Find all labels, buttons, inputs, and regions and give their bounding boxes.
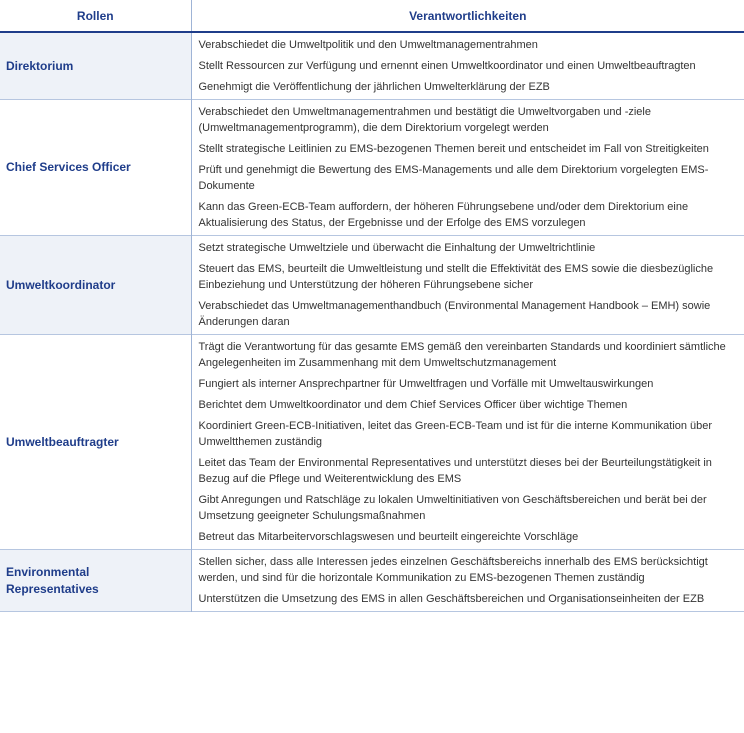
- roles-column-header: Rollen: [0, 0, 191, 32]
- responsibility-item: Unterstützen die Umsetzung des EMS in allen Geschäftsbereichen und Organisationseinheiten der EZB: [198, 593, 705, 605]
- responsibility-item: Verabschiedet den Umweltmanagementrahmen und bestätigt die Umweltvorgaben und -ziele (Umweltmanagementprogramm), die dem Direktorium vorgelegt werden: [198, 106, 651, 134]
- responsibility-item: Prüft und genehmigt die Bewertung des EMS-Managements und alle dem Direktorium vorgelegten EMS-Dokumente: [198, 164, 709, 192]
- role-name: Umweltbeauftragter: [0, 335, 191, 550]
- responsibility-item: Steuert das EMS, beurteilt die Umweltleistung und stellt die Effektivität des EMS sowie die diesbezügliche Einbeziehung und Unterstützung der höheren Führungsebene sicher: [198, 263, 714, 291]
- responsibilities-column-header: Verantwortlichkeiten: [191, 0, 744, 32]
- table-row: [0, 550, 744, 612]
- responsibility-item: Leitet das Team der Environmental Representatives und unterstützt dieses bei der Beurteilungstätigkeit in Bezug auf die Pflege und Weiterentwicklung des EMS: [198, 457, 712, 485]
- responsibility-item: Berichtet dem Umweltkoordinator und dem Chief Services Officer über wichtige Themen: [198, 399, 628, 411]
- role-name: Direktorium: [0, 32, 191, 100]
- table-body: [0, 32, 744, 612]
- header-row: [0, 0, 744, 32]
- responsibility-item: Stellt strategische Leitlinien zu EMS-bezogenen Themen bereit und entscheidet im Fall von Streitigkeiten: [198, 143, 709, 155]
- responsibilities-cell: [191, 236, 744, 335]
- responsibility-item: Verabschiedet die Umweltpolitik und den Umweltmanagementrahmen: [198, 39, 538, 51]
- responsibility-item: Verabschiedet das Umweltmanagementhandbuch (Environmental Management Handbook – EMH) sowie Änderungen daran: [198, 300, 711, 328]
- responsibility-item: Trägt die Verantwortung für das gesamte EMS gemäß den vereinbarten Standards und koordiniert sämtliche Angelegenheiten im Zusammenhang mit dem Umweltschutzmanagement: [198, 341, 726, 369]
- responsibility-item: Gibt Anregungen und Ratschläge zu lokalen Umweltinitiativen von Geschäftsbereichen und berät bei der Umsetzung geeigneter Schulungsmaßnahmen: [198, 494, 707, 522]
- responsibility-item: Setzt strategische Umweltziele und überwacht die Einhaltung der Umweltrichtlinie: [198, 242, 596, 254]
- table-row: [0, 335, 744, 550]
- responsibility-item: Betreut das Mitarbeitervorschlagswesen und beurteilt eingereichte Vorschläge: [198, 531, 579, 543]
- table-row: [0, 100, 744, 236]
- responsibilities-cell: [191, 550, 744, 612]
- role-name: Environmental Representatives: [0, 550, 191, 612]
- responsibility-item: Stellen sicher, dass alle Interessen jedes einzelnen Geschäftsbereichs innerhalb des EMS berücksichtigt werden, und sind für die horizontale Kommunikation zu EMS-bezogenen Themen zuständig: [198, 556, 708, 584]
- responsibility-item: Genehmigt die Veröffentlichung der jährlichen Umwelterklärung der EZB: [198, 81, 550, 93]
- responsibilities-cell: [191, 100, 744, 236]
- responsibilities-cell: [191, 335, 744, 550]
- responsibility-item: Koordiniert Green-ECB-Initiativen, leitet das Green-ECB-Team und ist für die interne Kommunikation über Umweltthemen zuständig: [198, 420, 713, 448]
- role-name: Chief Services Officer: [0, 100, 191, 236]
- responsibilities-cell: [191, 32, 744, 100]
- table-row: [0, 236, 744, 335]
- responsibility-item: Fungiert als interner Ansprechpartner für Umweltfragen und Vorfälle mit Umweltauswirkungen: [198, 378, 654, 390]
- table-header: [0, 0, 744, 32]
- responsibility-item: Stellt Ressourcen zur Verfügung und ernennt einen Umweltkoordinator und einen Umweltbeauftragten: [198, 60, 696, 72]
- table-row: [0, 32, 744, 100]
- role-name: Umweltkoordinator: [0, 236, 191, 335]
- responsibility-item: Kann das Green-ECB-Team auffordern, der höheren Führungsebene und/oder dem Direktorium eine Aktualisierung des Status, der Ergebnisse und der Erfolge des EMS vorzulegen: [198, 201, 689, 229]
